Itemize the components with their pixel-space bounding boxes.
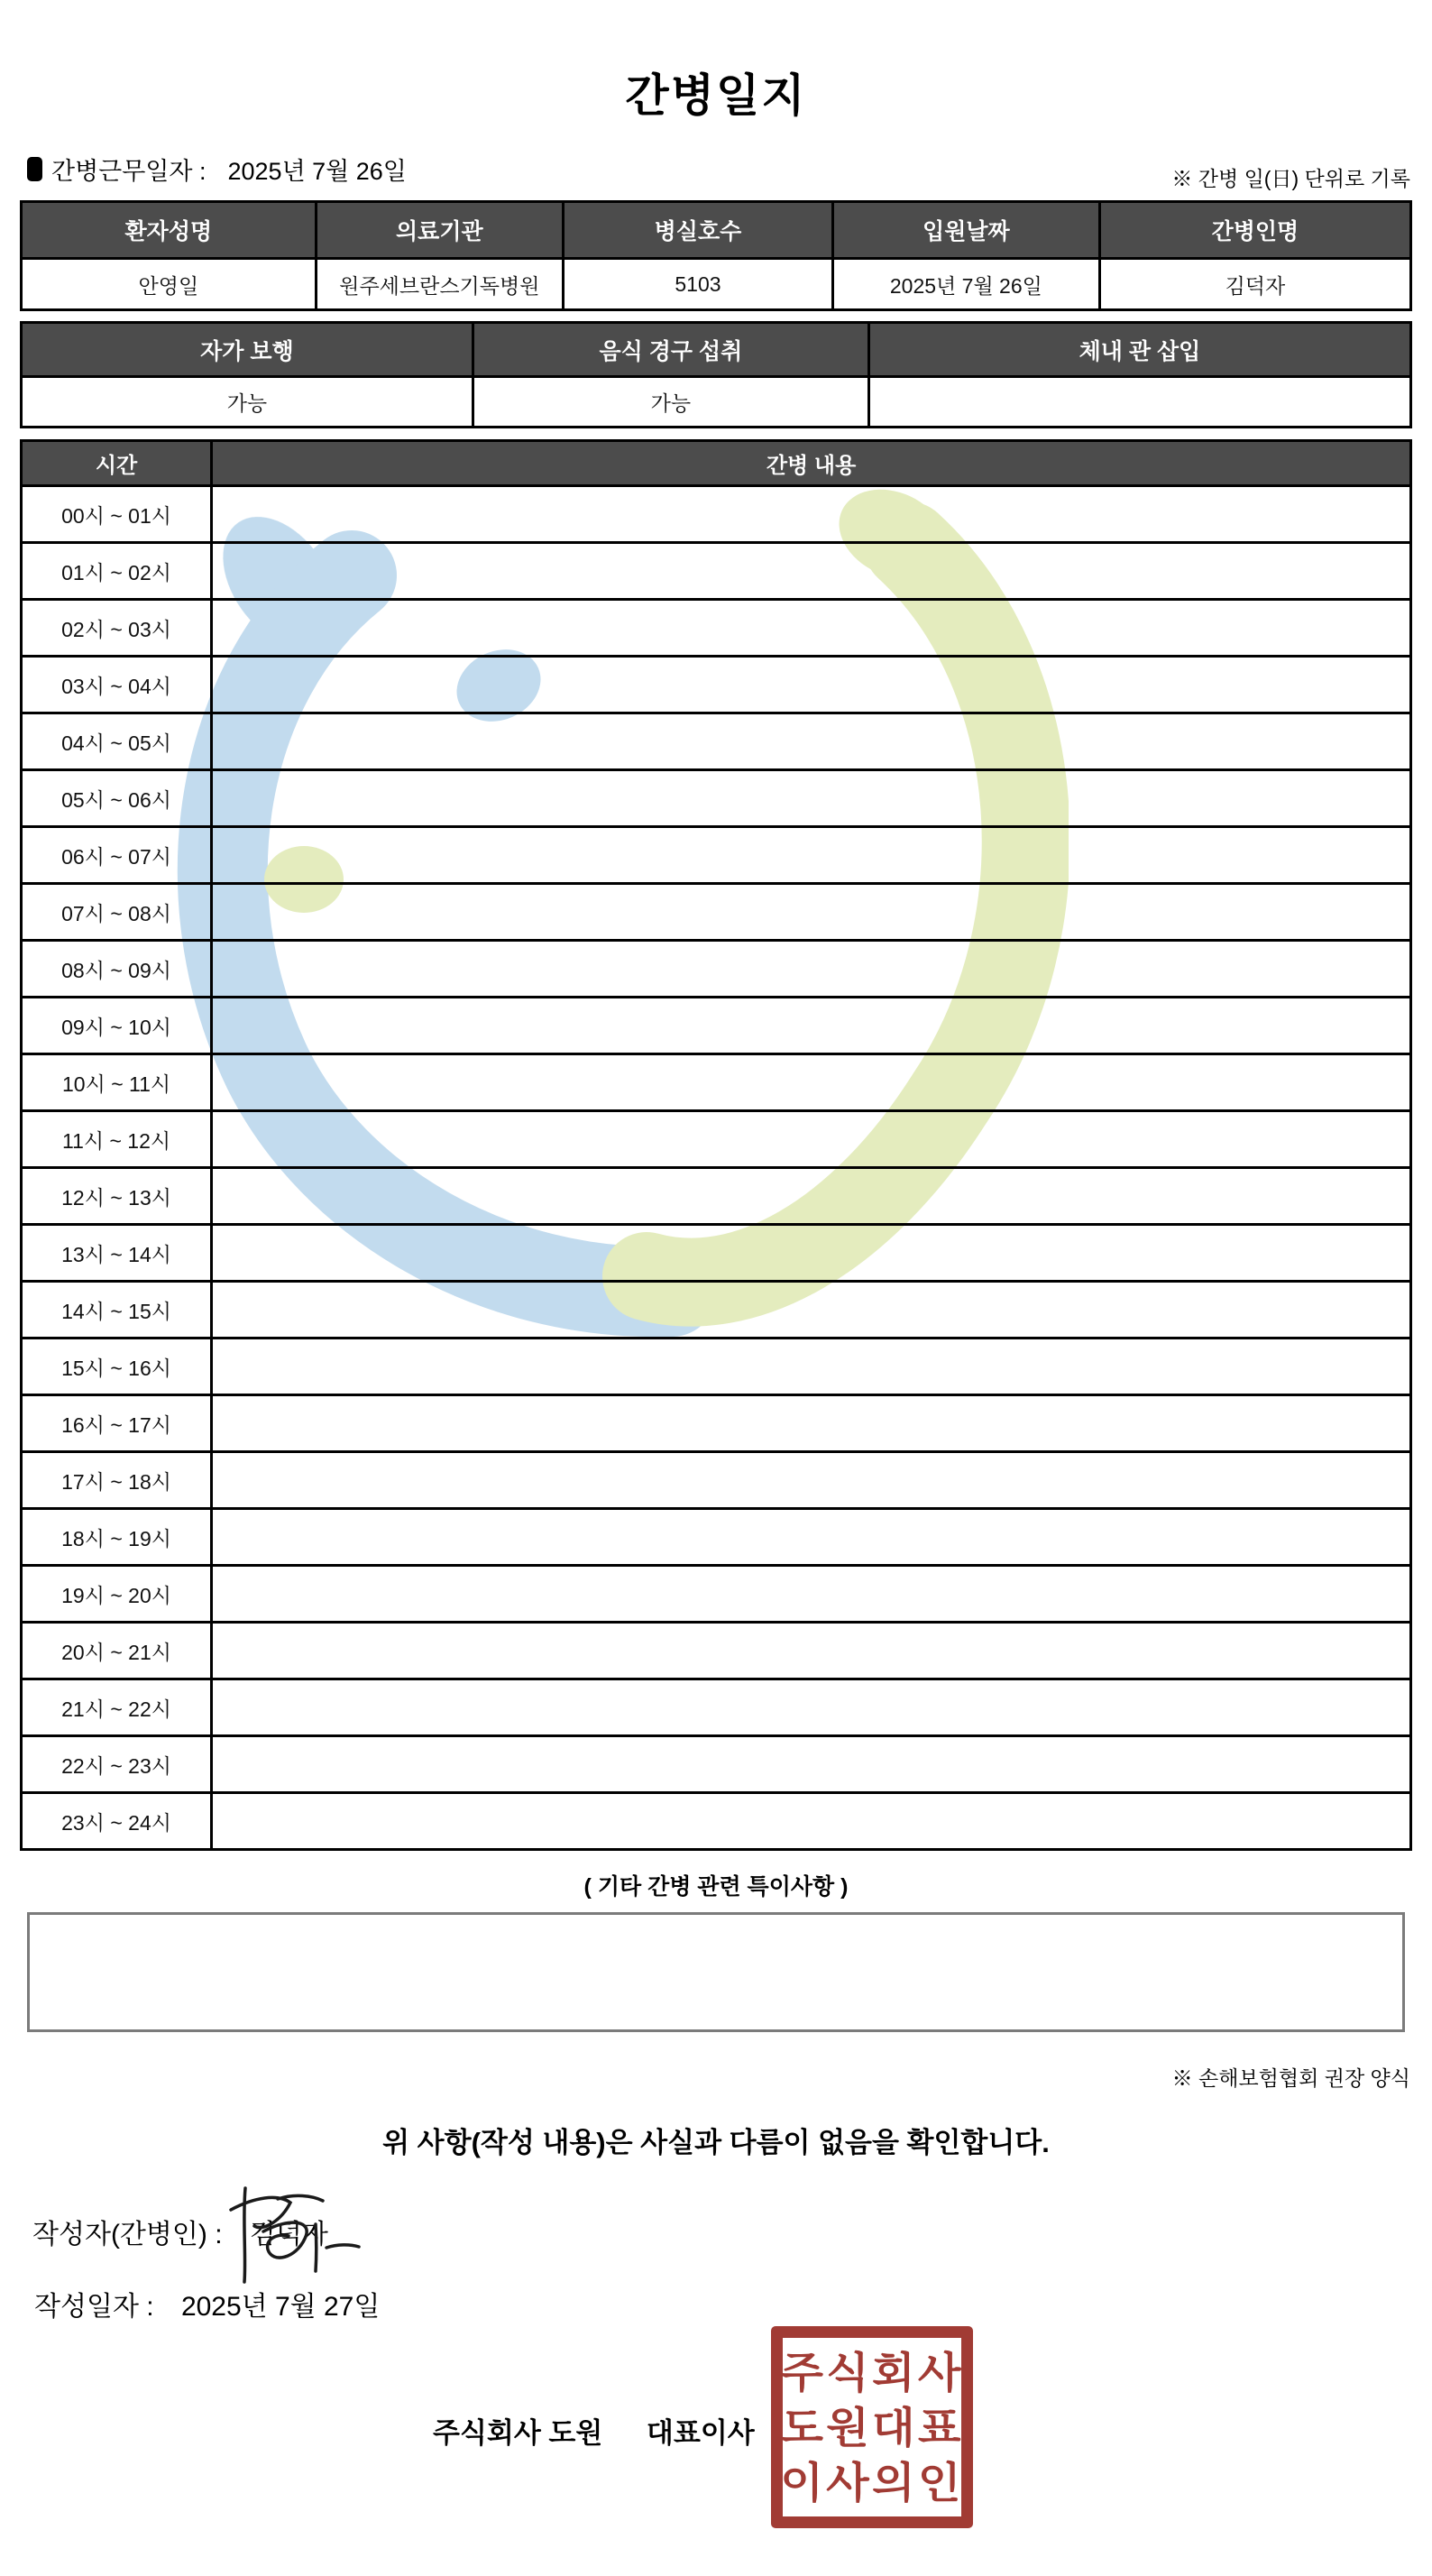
care-time-cell: 08시 ~ 09시 xyxy=(22,941,212,998)
care-log-row xyxy=(22,1452,1411,1509)
value-caregiver-name: 김덕자 xyxy=(1099,259,1410,310)
care-log-row xyxy=(22,1509,1411,1566)
care-time-cell: 14시 ~ 15시 xyxy=(22,1282,212,1339)
care-log-row xyxy=(22,1111,1411,1168)
header-medical-institution: 의료기관 xyxy=(316,202,563,259)
patient-info-table xyxy=(20,200,1412,311)
care-log-row xyxy=(22,770,1411,827)
care-log-row xyxy=(22,1168,1411,1225)
care-time-cell: 00시 ~ 01시 xyxy=(22,486,212,543)
care-content-cell xyxy=(212,713,1411,770)
patient-table-value-row xyxy=(22,259,1411,310)
patient-table-header-row xyxy=(22,202,1411,259)
care-content-cell xyxy=(212,1054,1411,1111)
value-patient-name: 안영일 xyxy=(22,259,317,310)
care-log-row xyxy=(22,1339,1411,1395)
header-self-walking: 자가 보행 xyxy=(22,323,473,377)
patient-status-table xyxy=(20,321,1412,428)
notes-section-title: ( 기타 간병 관련 특이사항 ) xyxy=(583,1874,849,1900)
care-content-cell xyxy=(212,1793,1411,1850)
header-time: 시간 xyxy=(22,441,212,486)
header-oral-intake: 음식 경구 섭취 xyxy=(473,323,868,377)
care-content-cell xyxy=(212,486,1411,543)
notes-box xyxy=(27,1912,1405,2032)
value-self-walking: 가능 xyxy=(22,377,473,428)
form-recommendation-note: ※ 손해보험협회 권장 양식 xyxy=(1171,2066,1410,2090)
care-content-cell xyxy=(212,1225,1411,1282)
written-date-value: 2025년 7월 27일 xyxy=(180,2292,381,2322)
care-log-row xyxy=(22,600,1411,657)
care-time-cell: 13시 ~ 14시 xyxy=(22,1225,212,1282)
header-room-number: 병실호수 xyxy=(563,202,832,259)
care-content-cell xyxy=(212,657,1411,713)
care-log-row xyxy=(22,1736,1411,1793)
status-table-value-row xyxy=(22,377,1411,428)
value-admission-date: 2025년 7월 26일 xyxy=(832,259,1099,310)
value-tube-insertion xyxy=(868,377,1410,428)
care-content-cell xyxy=(212,827,1411,884)
care-time-cell: 06시 ~ 07시 xyxy=(22,827,212,884)
care-content-cell xyxy=(212,1168,1411,1225)
stamp-text-row: 도원대표 xyxy=(780,2403,964,2452)
company-role: 대표이사 xyxy=(646,2417,755,2449)
header-tube-insertion: 체내 관 삽입 xyxy=(868,323,1410,377)
header-caregiver-name: 간병인명 xyxy=(1099,202,1410,259)
care-log-row xyxy=(22,827,1411,884)
care-log-row xyxy=(22,1623,1411,1679)
care-log-table xyxy=(20,439,1412,1851)
care-time-cell: 12시 ~ 13시 xyxy=(22,1168,212,1225)
value-oral-intake: 가능 xyxy=(473,377,868,428)
care-content-cell xyxy=(212,1679,1411,1736)
writer-label: 작성자(간병인) : xyxy=(32,2220,223,2249)
care-time-cell: 02시 ~ 03시 xyxy=(22,600,212,657)
care-log-row xyxy=(22,1679,1411,1736)
care-content-cell xyxy=(212,884,1411,941)
work-date-line xyxy=(27,152,407,187)
care-content-cell xyxy=(212,1736,1411,1793)
care-content-cell xyxy=(212,1282,1411,1339)
care-time-cell: 18시 ~ 19시 xyxy=(22,1509,212,1566)
care-time-cell: 16시 ~ 17시 xyxy=(22,1395,212,1452)
care-time-cell: 17시 ~ 18시 xyxy=(22,1452,212,1509)
care-log-row xyxy=(22,941,1411,998)
care-time-cell: 23시 ~ 24시 xyxy=(22,1793,212,1850)
care-content-cell xyxy=(212,998,1411,1054)
care-time-cell: 10시 ~ 11시 xyxy=(22,1054,212,1111)
company-name: 주식회사 도원 xyxy=(433,2417,603,2449)
care-content-cell xyxy=(212,1509,1411,1566)
header-patient-name: 환자성명 xyxy=(22,202,317,259)
work-date-label: 간병근무일자 : xyxy=(51,158,207,185)
care-content-cell xyxy=(212,941,1411,998)
care-time-cell: 11시 ~ 12시 xyxy=(22,1111,212,1168)
company-line xyxy=(433,2410,755,2451)
care-content-cell xyxy=(212,1339,1411,1395)
care-log-row xyxy=(22,884,1411,941)
care-time-cell: 04시 ~ 05시 xyxy=(22,713,212,770)
page-title: 간병일지 xyxy=(625,70,807,121)
care-time-cell: 19시 ~ 20시 xyxy=(22,1566,212,1623)
value-medical-institution: 원주세브란스기독병원 xyxy=(316,259,563,310)
care-log-row xyxy=(22,1225,1411,1282)
care-log-row xyxy=(22,713,1411,770)
care-content-cell xyxy=(212,1452,1411,1509)
care-log-row xyxy=(22,1054,1411,1111)
work-date-value: 2025년 7월 26일 xyxy=(227,158,407,185)
care-content-cell xyxy=(212,543,1411,600)
status-table-header-row xyxy=(22,323,1411,377)
square-bullet-icon xyxy=(27,157,42,181)
care-content-cell xyxy=(212,1623,1411,1679)
care-log-row xyxy=(22,1282,1411,1339)
written-date-line xyxy=(34,2284,380,2323)
care-log-row xyxy=(22,1793,1411,1850)
care-time-cell: 03시 ~ 04시 xyxy=(22,657,212,713)
care-time-cell: 07시 ~ 08시 xyxy=(22,884,212,941)
care-content-cell xyxy=(212,1566,1411,1623)
care-time-cell: 22시 ~ 23시 xyxy=(22,1736,212,1793)
care-content-cell xyxy=(212,600,1411,657)
care-content-cell xyxy=(212,1395,1411,1452)
care-table-header-row xyxy=(22,441,1411,486)
care-time-cell: 20시 ~ 21시 xyxy=(22,1623,212,1679)
care-time-cell: 09시 ~ 10시 xyxy=(22,998,212,1054)
value-room-number: 5103 xyxy=(563,259,832,310)
header-admission-date: 입원날짜 xyxy=(832,202,1099,259)
header-care-content: 간병 내용 xyxy=(212,441,1411,486)
care-log-row xyxy=(22,998,1411,1054)
care-time-cell: 05시 ~ 06시 xyxy=(22,770,212,827)
care-log-row xyxy=(22,1395,1411,1452)
confirmation-statement: 위 사항(작성 내용)은 사실과 다름이 없음을 확인합니다. xyxy=(382,2127,1050,2158)
care-log-row xyxy=(22,486,1411,543)
care-log-row xyxy=(22,657,1411,713)
care-content-cell xyxy=(212,1111,1411,1168)
care-log-row xyxy=(22,543,1411,600)
handwritten-signature xyxy=(225,2181,370,2289)
care-content-cell xyxy=(212,770,1411,827)
written-date-label: 작성일자 : xyxy=(34,2292,154,2322)
care-log-row xyxy=(22,1566,1411,1623)
care-time-cell: 21시 ~ 22시 xyxy=(22,1679,212,1736)
stamp-text-row: 주식회사 xyxy=(780,2348,964,2397)
corporate-seal-stamp xyxy=(771,2326,973,2528)
stamp-text-row: 이사의인 xyxy=(780,2458,964,2507)
care-time-cell: 01시 ~ 02시 xyxy=(22,543,212,600)
care-time-cell: 15시 ~ 16시 xyxy=(22,1339,212,1395)
unit-note: ※ 간병 일(日) 단위로 기록 xyxy=(1171,167,1410,190)
writer-name: 김덕자 xyxy=(249,2220,328,2249)
